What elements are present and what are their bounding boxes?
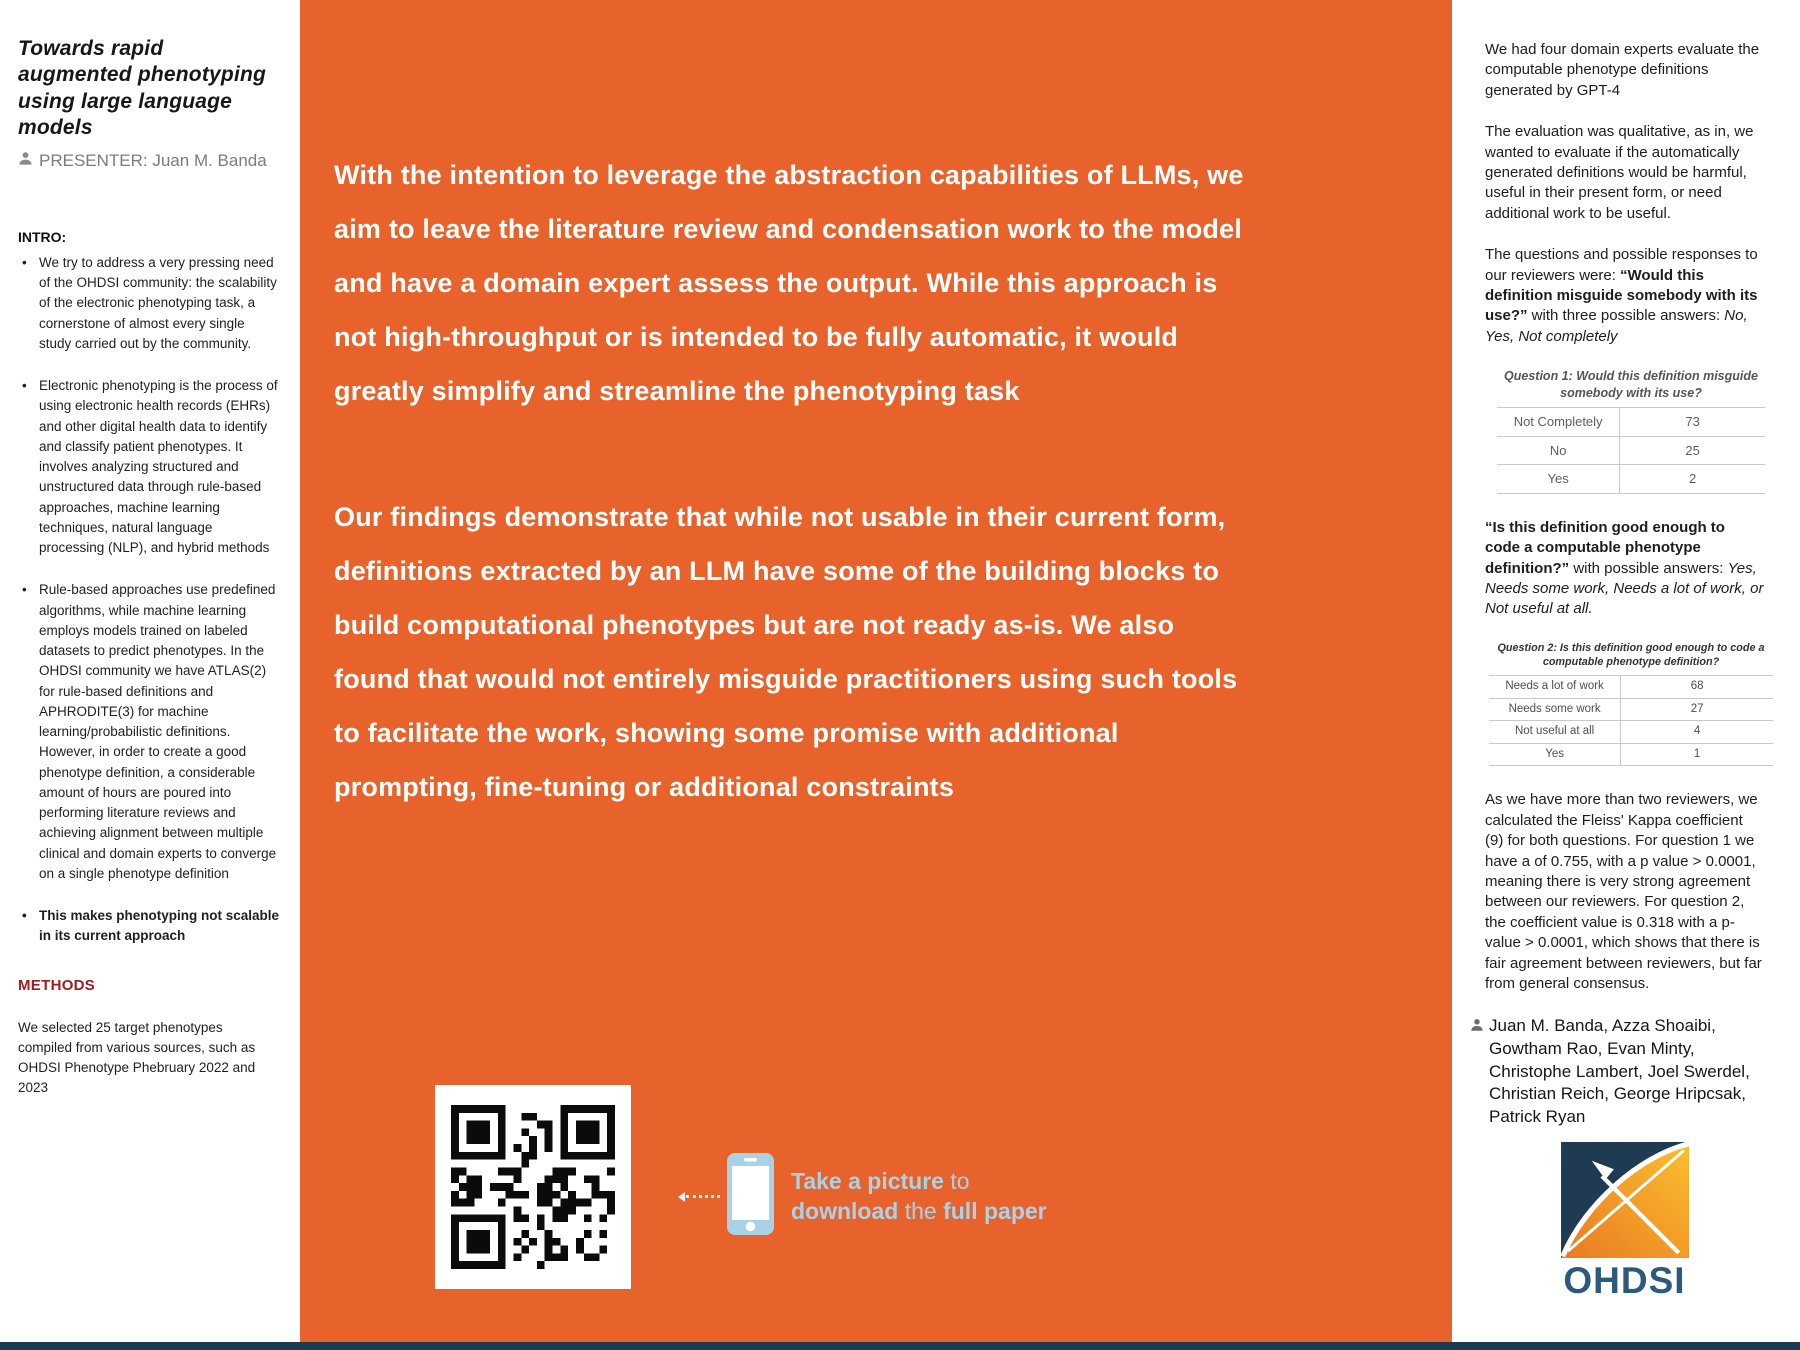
- ohdsi-logo-mark: [1561, 1142, 1689, 1258]
- presenter-label: PRESENTER: Juan M. Banda: [39, 150, 267, 170]
- intro-heading: INTRO:: [18, 228, 67, 245]
- right-column: [1452, 0, 1800, 1342]
- qr-finder-top-left: [451, 1105, 506, 1160]
- intro-bullet-list: [18, 253, 280, 947]
- question1-intro: The questions and possible responses to our reviewers were: “Would this definition misguide somebody with its use?” with three possible answers: No, Yes, Not completely: [1485, 246, 1758, 345]
- authors-list: Juan M. Banda, Azza Shoaibi, Gowtham Rao, Evan Minty, Christophe Lambert, Joel Swerdel, Christian Reich, George Hripcsak, Patrick Ryan: [1489, 1016, 1750, 1126]
- intro-bullet: • Electronic phenotyping is the process of using electronic health records (EHRs) and other digital health data to identify and classify patient phenotypes. It involves analyzing structured and unstructured data through rule-based approaches, machine learning techniques, natural language processing (NLP), and hybrid methods: [18, 376, 280, 558]
- intro-bullet-bold: • This makes phenotyping not scalable in its current approach: [18, 906, 280, 947]
- fleiss-kappa-paragraph: As we have more than two reviewers, we calculated the Fleiss' Kappa coefficient (9) for both questions. For question 1 we have a of 0.755, with a p value > 0.0001, meaning there is very strong agreement between our reviewers. For question 2, the coefficient value is 0.318 with a p-value > 0.0001, which shows that there is fair agreement between reviewers, but far from general consensus.: [1485, 791, 1762, 992]
- center-paragraph-2: Our findings demonstrate that while not usable in their current form, definitions extracted by an LLM have some of the building blocks to build computational phenotypes but are not ready as-is. We also found that would not entirely misguide practitioners using such tools to facilitate the work, showing some promise with additional prompting, fine-tuning or additional constraints: [334, 502, 1238, 802]
- table-row: Not useful at all 4: [1489, 721, 1773, 744]
- caption-take-a-picture: Take a picture: [791, 1168, 944, 1195]
- qr-finder-top-right: [560, 1105, 615, 1160]
- table-row: No 25: [1497, 437, 1765, 466]
- authors-person-icon: [1470, 1015, 1484, 1038]
- caption-full-paper: full paper: [943, 1197, 1047, 1224]
- smartphone-icon: [727, 1153, 774, 1240]
- bottom-bar: [0, 1342, 1800, 1350]
- question1-table-title: Question 1: Would this definition misguide somebody with its use?: [1504, 369, 1758, 400]
- table-row: Needs some work 27: [1489, 699, 1773, 722]
- center-paragraph-1: With the intention to leverage the abstraction capabilities of LLMs, we aim to leave the literature review and condensation work to the model and have a domain expert assess the output. While this approach is not high-throughput or is intended to be fully automatic, it would greatly simplify and streamline the phenotyping task: [334, 160, 1244, 406]
- poster-title: Towards rapid augmented phenotyping using large language models: [18, 37, 267, 140]
- qr-caption: Take a picture to download the full paper: [791, 1168, 1047, 1224]
- download-callout: [686, 1153, 1047, 1240]
- qr-code: [435, 1085, 631, 1289]
- table-row: Needs a lot of work 68: [1489, 676, 1773, 699]
- intro-bullet: • Rule-based approaches use predefined algorithms, while machine learning employs models trained on labeled datasets to predict phenotypes. In the OHDSI community we have ATLAS(2) for rule-based definitions and APHRODITE(3) for machine learning/probabilistic definitions. However, in order to create a good phenotype definition, a considerable amount of hours are poured into performing literature reviews and achieving alignment between multiple clinical and domain experts to converge on a single phenotype definition: [18, 580, 280, 884]
- caption-download: download: [791, 1197, 899, 1224]
- question2-table-title: Question 2: Is this definition good enough to code a computable phenotype definition?: [1497, 641, 1765, 669]
- ohdsi-logo: [1485, 1142, 1764, 1306]
- presenter-row: [18, 151, 280, 171]
- left-column: [0, 0, 300, 1342]
- table-row: Yes 1: [1489, 744, 1773, 767]
- evaluation-paragraph-2: The evaluation was qualitative, as in, we wanted to evaluate if the automatically generated definitions would be harmful, useful in their present form, or need additional work to be useful.: [1485, 123, 1754, 222]
- methods-heading: METHODS: [18, 976, 96, 994]
- center-panel: [300, 0, 1452, 1342]
- table-row: Yes 2: [1497, 465, 1765, 494]
- question1-results-table: [1497, 368, 1765, 494]
- presenter-person-icon: [18, 151, 33, 171]
- key-findings-text: [334, 148, 1249, 814]
- qr-finder-bottom-left: [451, 1214, 506, 1269]
- authors-row: [1470, 1015, 1764, 1128]
- table-row: Not Completely 73: [1497, 408, 1765, 437]
- ohdsi-wordmark: OHDSI: [1563, 1260, 1686, 1302]
- dotted-arrow-icon: [686, 1195, 720, 1198]
- evaluation-paragraph-1: We had four domain experts evaluate the computable phenotype definitions generated by GPT-4: [1485, 41, 1760, 99]
- methods-text: We selected 25 target phenotypes compiled from various sources, such as OHDSI Phenotype Phebruary 2022 and 2023: [18, 1019, 256, 1096]
- question2-intro: “Is this definition good enough to code a computable phenotype definition?” with possible answers: Yes, Needs some work, Needs a lot of work, or Not useful at all.: [1485, 518, 1764, 618]
- intro-bullet: • We try to address a very pressing need of the OHDSI community: the scalability of the electronic phenotyping task, a cornerstone of almost every single study carried out by the community.: [18, 253, 280, 354]
- question2-results-table: [1489, 641, 1773, 767]
